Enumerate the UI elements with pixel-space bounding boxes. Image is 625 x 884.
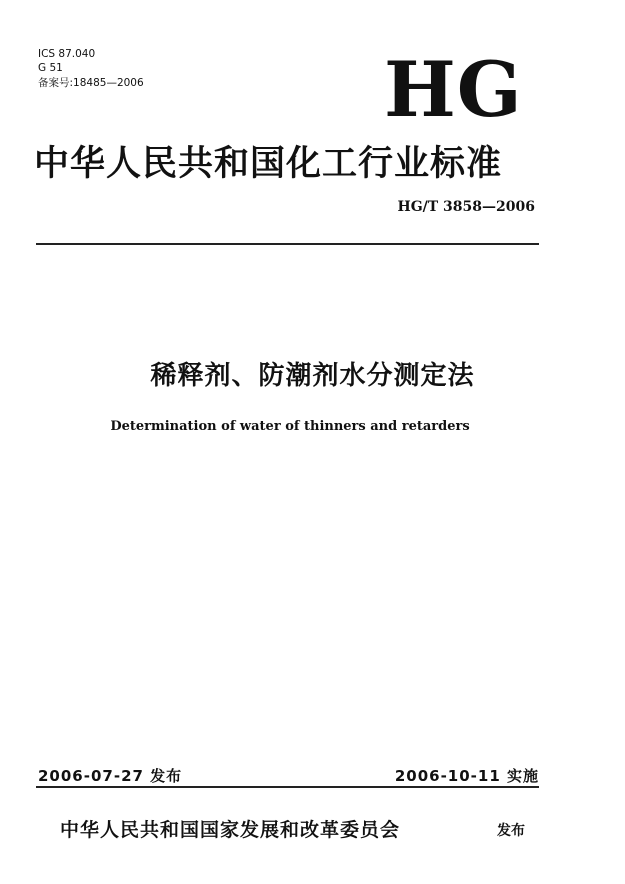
record-number: 备案号:18485—2006 bbox=[38, 77, 144, 89]
hg-logo: HG bbox=[384, 45, 523, 134]
publisher: 中华人民共和国国家发展和改革委员会 bbox=[60, 819, 401, 841]
standard-number: HG/T 3858—2006 bbox=[397, 199, 535, 215]
publish-label: 发布 bbox=[497, 823, 525, 839]
document-title-zh: 稀释剂、防潮剂水分测定法 bbox=[150, 361, 475, 391]
implementation-date: 2006-10-11 实施 bbox=[394, 767, 539, 785]
standard-title: 中华人民共和国化工行业标准 bbox=[34, 143, 503, 184]
bottom-divider bbox=[36, 786, 539, 788]
document-title-en: Determination of water of thinners and retarders bbox=[110, 419, 470, 434]
top-divider bbox=[36, 243, 539, 245]
ics-code: ICS 87.040 bbox=[38, 48, 96, 60]
ccs-code: G 51 bbox=[38, 62, 63, 74]
issue-date: 2006-07-27 发布 bbox=[38, 767, 183, 785]
